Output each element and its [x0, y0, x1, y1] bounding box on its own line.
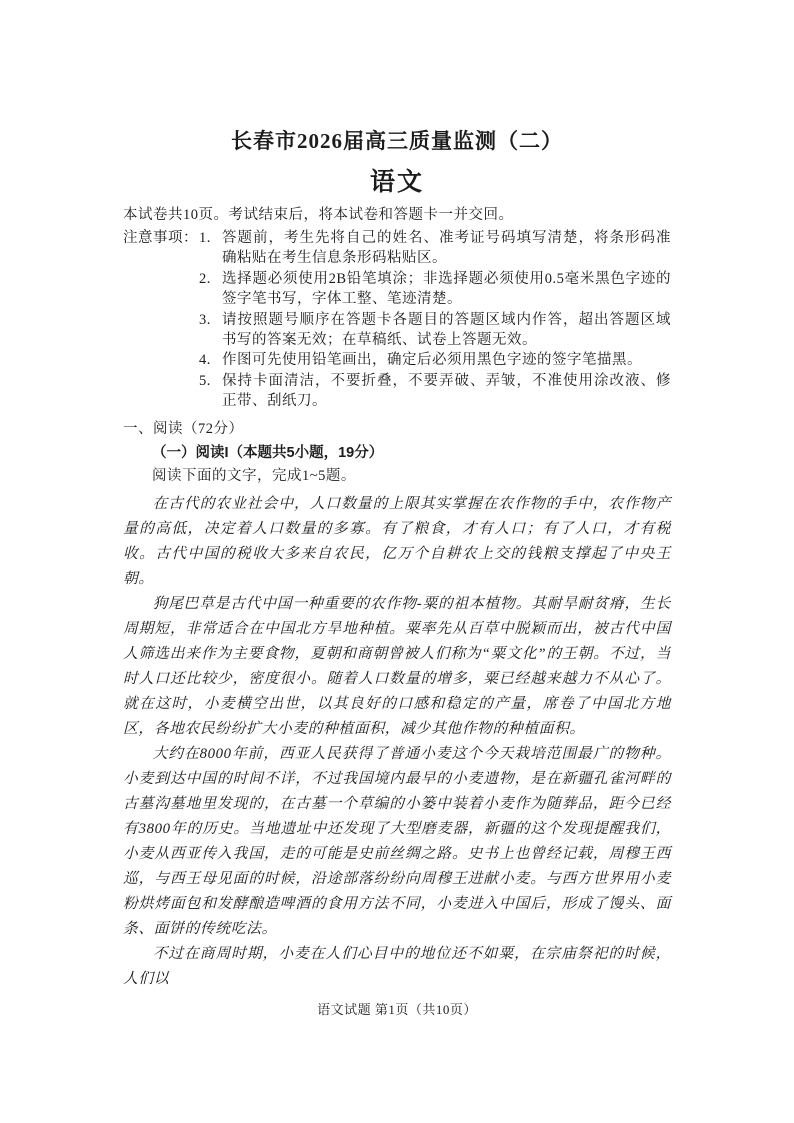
note-number: 2. [199, 270, 211, 287]
page-title: 长春市2026届高三质量监测（二） [231, 129, 563, 153]
reading-passage [123, 492, 671, 992]
passage-paragraph-3: 大约在8000年前，西亚人民获得了普通小麦这个今天栽培范围最广的物种。小麦到达中国的时间不详，不过我国境内最早的小麦遗物，是在新疆孔雀河畔的古墓沟墓地里发现的，在古墓一个草编的小篓中装着小麦作为随葬品，距今已经有3800年的历史。当地遗址中还发现了大型磨麦器，新疆的这个发现提醒我们，小麦从西亚传入我国，走的可能是史前丝绸之路。史书上也曾经记载，周穆王西巡，与西王母见面的时候，沿途部落纷纷向周穆王进献小麦。与西方世界用小麦粉烘烤面包和发酵酿造啤酒的食用方法不同，小麦进入中国后，形成了馒头、面条、面饼的传统吃法。 [123, 745, 671, 937]
note-text: 请按照题号顺序在答题卡各题目的答题区域内作答，超出答题区域书写的答案无效；在草稿纸、试卷上答题无效。 [222, 311, 671, 349]
notes-list [199, 228, 671, 412]
passage-paragraph-1: 在古代的农业社会中，人口数量的上限其实掌握在农作物的手中，农作物产量的高低，决定着人口数量的多寡。有了粮食，才有人口；有了人口，才有税收。古代中国的税收大多来自农民，亿万个自耕农上交的钱粮支撑起了中央王朝。 [123, 495, 671, 587]
note-text: 作图可先使用铅笔画出，确定后必须用黑色字迹的签字笔描黑。 [222, 352, 642, 369]
note-item-4 [199, 350, 671, 370]
notes-block [123, 228, 671, 412]
section-heading-reading: 一、阅读（72分） [123, 420, 244, 437]
subsection-heading-reading-1: （一）阅读I（本题共5小题，19分） [152, 444, 384, 461]
note-item-1 [199, 228, 671, 269]
note-item-3 [199, 310, 671, 351]
note-number: 4. [199, 352, 211, 369]
note-item-2 [199, 269, 671, 310]
page-footer: 语文试题 第1页（共10页） [317, 1001, 477, 1017]
note-text: 保持卡面清洁，不要折叠，不要弄破、弄皱，不准使用涂改液、修正带、刮纸刀。 [222, 372, 671, 410]
subject-title: 语文 [369, 168, 424, 196]
passage-paragraph-4: 不过在商周时期，小麦在人们心目中的地位还不如粟，在宗庙祭祀的时候，人们以 [123, 945, 671, 987]
note-number: 1. [199, 230, 211, 246]
note-text: 选择题必须使用2B铅笔填涂；非选择题必须使用0.5毫米黑色字迹的签字笔书写，字体工整、笔迹清楚。 [222, 270, 671, 308]
note-item-5 [199, 371, 671, 412]
notes-label: 注意事项： [123, 230, 198, 246]
note-number: 3. [199, 311, 211, 328]
note-text: 答题前，考生先将自己的姓名、准考证号码填写清楚，将条形码准确粘贴在考生信息条形码粘贴区。 [222, 230, 671, 267]
passage-paragraph-2: 狗尾巴草是古代中国一种重要的农作物-粟的祖本植物。其耐旱耐贫瘠，生长周期短，非常适合在中国北方旱地种植。粟率先从百草中脱颖而出，被古代中国人筛选出来作为主要食物，夏朝和商朝曾被人们称为“粟文化”的王朝。不过，当时人口还比较少，密度很小。随着人口数量的增多，粟已经越来越力不从心了。就在这时，小麦横空出世，以其良好的口感和稳定的产量，席卷了中国北方地区，各地农民纷纷扩大小麦的种植面积，减少其他作物的种植面积。 [123, 595, 671, 737]
exam-intro: 本试卷共10页。考试结束后，将本试卷和答题卡一并交回。 [123, 207, 514, 223]
note-number: 5. [199, 372, 211, 389]
page-content [123, 126, 671, 1019]
reading-instruction: 阅读下面的文字，完成1~5题。 [152, 467, 356, 484]
